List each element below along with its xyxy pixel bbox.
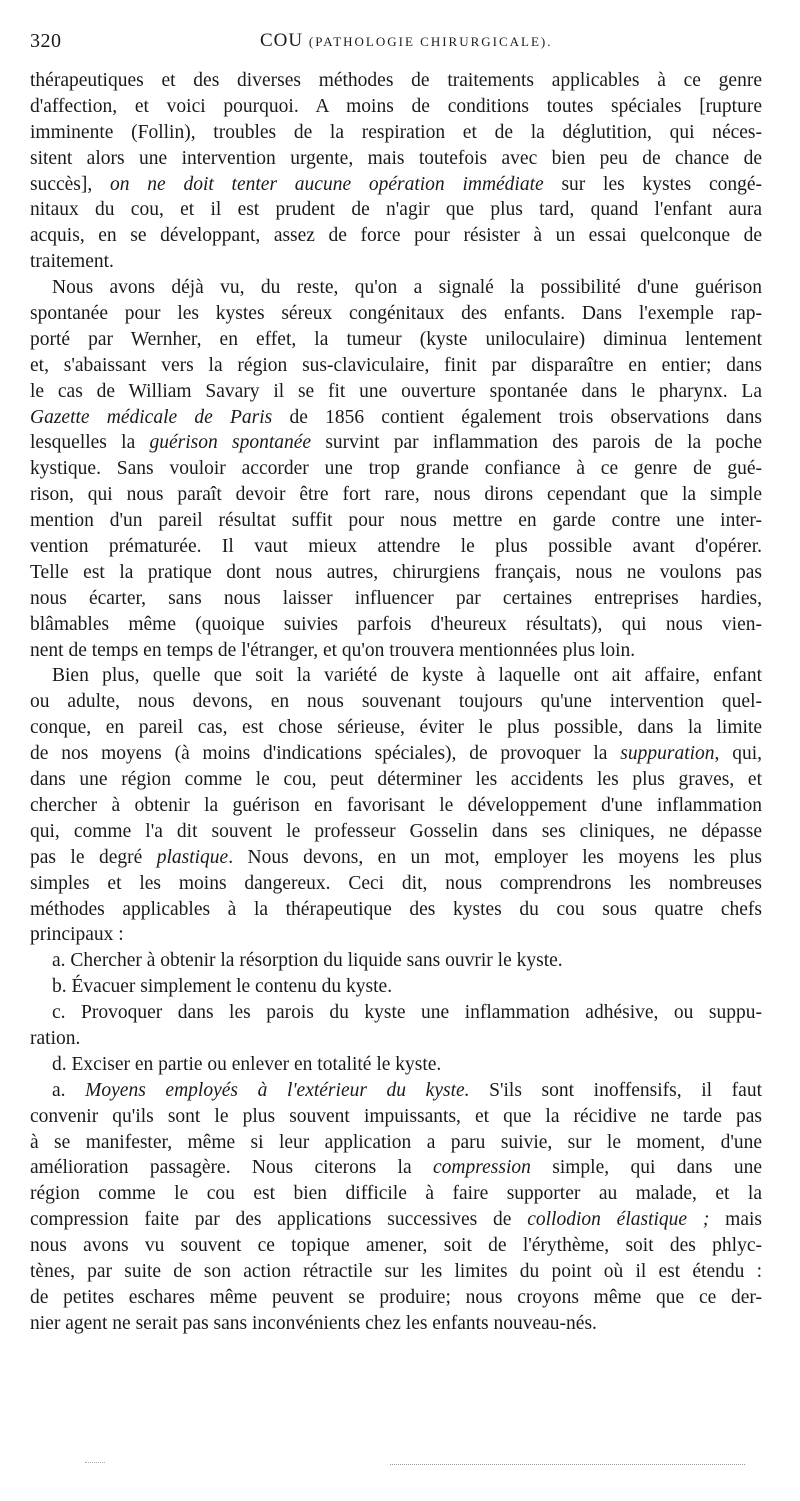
text-line: thérapeutiques et des diverses méthodes de traitements applicables à ce genre: [30, 70, 762, 91]
text-line: sitent alors une intervention urgente, mais toutefois avec bien peu de chance de: [30, 147, 762, 169]
text-line: d'affection, et voici pourquoi. A moins de conditions toutes spéciales [rupture: [30, 95, 762, 117]
text-line: porté par Wernher, en effet, la tumeur (kyste uniloculaire) diminua lentement: [30, 328, 762, 350]
list-item: d. Exciser en partie ou enlever en totalité le kyste.: [52, 1053, 442, 1075]
text-line: kystique. Sans vouloir accorder une trop grande confiance à ce genre de gué-: [30, 458, 762, 480]
text-line: traitement.: [30, 251, 114, 273]
text-line: à se manifester, même si leur application a paru suivie, sur le moment, d'une: [30, 1131, 762, 1153]
text-line: qui, comme l'a dit souvent le professeur Gosselin dans ses cliniques, ne dépasse: [30, 820, 762, 842]
text-line: le cas de William Savary il se fit une ouverture spontanée dans le pharynx. La: [30, 380, 762, 402]
text-line: dans une région comme le cou, peut déterminer les accidents les plus graves, et: [30, 769, 762, 791]
running-title-main: COU: [260, 30, 304, 51]
text-line: nent de temps en temps de l'étranger, et qu'on trouvera mentionnées plus loin.: [30, 639, 636, 661]
emphasis-text: suppuration: [620, 743, 715, 765]
text-line: principaux :: [30, 924, 124, 946]
text-line: et, s'abaissant vers la région sus-claviculaire, finit par disparaître en entier; dans: [30, 354, 762, 376]
text-line: convenir qu'ils sont le plus souvent impuissants, et que la récidive ne tarde pas: [30, 1105, 762, 1127]
text-line: blâmables même (quoique suivies parfois d'heureux résultats), qui nous vien-: [30, 613, 762, 635]
page-number: 320: [30, 30, 62, 52]
list-item: a. Chercher à obtenir la résorption du liquide sans ouvrir le kyste.: [52, 950, 563, 972]
emphasis-text: plastique: [156, 846, 229, 868]
text-line: région comme le cou est bien difficile à faire supporter au malade, et la: [30, 1183, 762, 1205]
text-line: ou adulte, nous devons, en nous souvenant toujours qu'une intervention quel-: [30, 691, 762, 713]
text-line: chercher à obtenir la guérison en favorisant le développement d'une inflammation: [30, 794, 762, 816]
list-item-continuation: ration.: [30, 1027, 81, 1049]
list-item: b. Évacuer simplement le contenu du kyste.: [52, 976, 393, 998]
running-head: [30, 30, 770, 60]
text-line: simples et les moins dangereux. Ceci dit, nous comprendrons les nombreuses: [30, 872, 762, 894]
text-line: méthodes applicables à la thérapeutique des kystes du cou sous quatre chefs: [30, 898, 762, 920]
running-title: [260, 30, 553, 52]
text-line: vention prématurée. Il vaut mieux attendre le plus possible avant d'opérer.: [30, 536, 762, 558]
text-line: a. Moyens employés à l'extérieur du kyste. S'ils sont inoffensifs, il faut: [52, 1079, 763, 1101]
list-item: c. Provoquer dans les parois du kyste une inflammation adhésive, ou suppu-: [52, 1002, 762, 1024]
text-line: acquis, en se développant, assez de force pour résister à un essai quelconque de: [30, 225, 762, 247]
text-line: nitaux du cou, et il est prudent de n'agir que plus tard, quand l'enfant aura: [30, 199, 762, 221]
text-line: de nos moyens (à moins d'indications spéciales), de provoquer la suppuration, qui,: [30, 743, 763, 765]
text-line: Nous avons déjà vu, du reste, qu'on a signalé la possibilité d'une guérison: [52, 277, 762, 299]
text-line: compression faite par des applications successives de collodion élastique ; mais: [30, 1209, 762, 1231]
print-mark: [390, 1464, 745, 1465]
print-mark: [85, 1462, 105, 1463]
emphasis-text: collodion élastique ;: [527, 1209, 710, 1231]
text-line: nous écarter, sans nous laisser influencer par certaines entreprises hardies,: [30, 587, 762, 609]
text-line: nous avons vu souvent ce topique amener, soit de l'érythème, soit des phlyc-: [30, 1235, 762, 1257]
emphasis-text: on ne doit tenter aucune opération immédiate: [110, 173, 544, 195]
text-line: lesquelles la guérison spontanée survint par inflammation des parois de la poche: [30, 432, 762, 454]
text-line: conque, en pareil cas, est chose sérieuse, éviter le plus possible, dans la limite: [30, 717, 762, 739]
text-line: nier agent ne serait pas sans inconvénients chez les enfants nouveau-nés.: [30, 1312, 597, 1334]
section-heading: Moyens employés à l'extérieur du kyste.: [85, 1079, 470, 1101]
text-line: de petites eschares même peuvent se produire; nous croyons même que ce der-: [30, 1286, 762, 1308]
body-text: [30, 68, 762, 1337]
text-line: Gazette médicale de Paris de 1856 contient également trois observations dans: [30, 406, 763, 428]
text-line: mention d'un pareil résultat suffit pour nous mettre en garde contre une inter-: [30, 510, 762, 532]
text-line: imminente (Follin), troubles de la respiration et de la déglutition, qui néces-: [30, 121, 762, 143]
text-line: Bien plus, quelle que soit la variété de kyste à laquelle ont ait affaire, enfant: [52, 665, 762, 687]
running-title-sub: (PATHOLOGIE CHIRURGICALE).: [308, 34, 553, 49]
emphasis-text: compression: [433, 1157, 531, 1179]
text-line: spontanée pour les kystes séreux congénitaux des enfants. Dans l'exemple rap-: [30, 303, 762, 325]
text-line: tènes, par suite de son action rétractile sur les limites du point où il est étendu :: [30, 1260, 762, 1282]
text-line: Telle est la pratique dont nous autres, chirurgiens français, nous ne voulons pas: [30, 561, 762, 583]
text-line: rison, qui nous paraît devoir être fort rare, nous dirons cependant que la simple: [30, 484, 762, 506]
text-line: pas le degré plastique. Nous devons, en un mot, employer les moyens les plus: [30, 846, 762, 868]
text-line: amélioration passagère. Nous citerons la compression simple, qui dans une: [30, 1157, 763, 1179]
text-line: succès], on ne doit tenter aucune opération immédiate sur les kystes congé-: [30, 173, 763, 195]
emphasis-text: guérison spontanée: [149, 432, 312, 454]
emphasis-text: Gazette médicale de Paris: [30, 406, 273, 428]
